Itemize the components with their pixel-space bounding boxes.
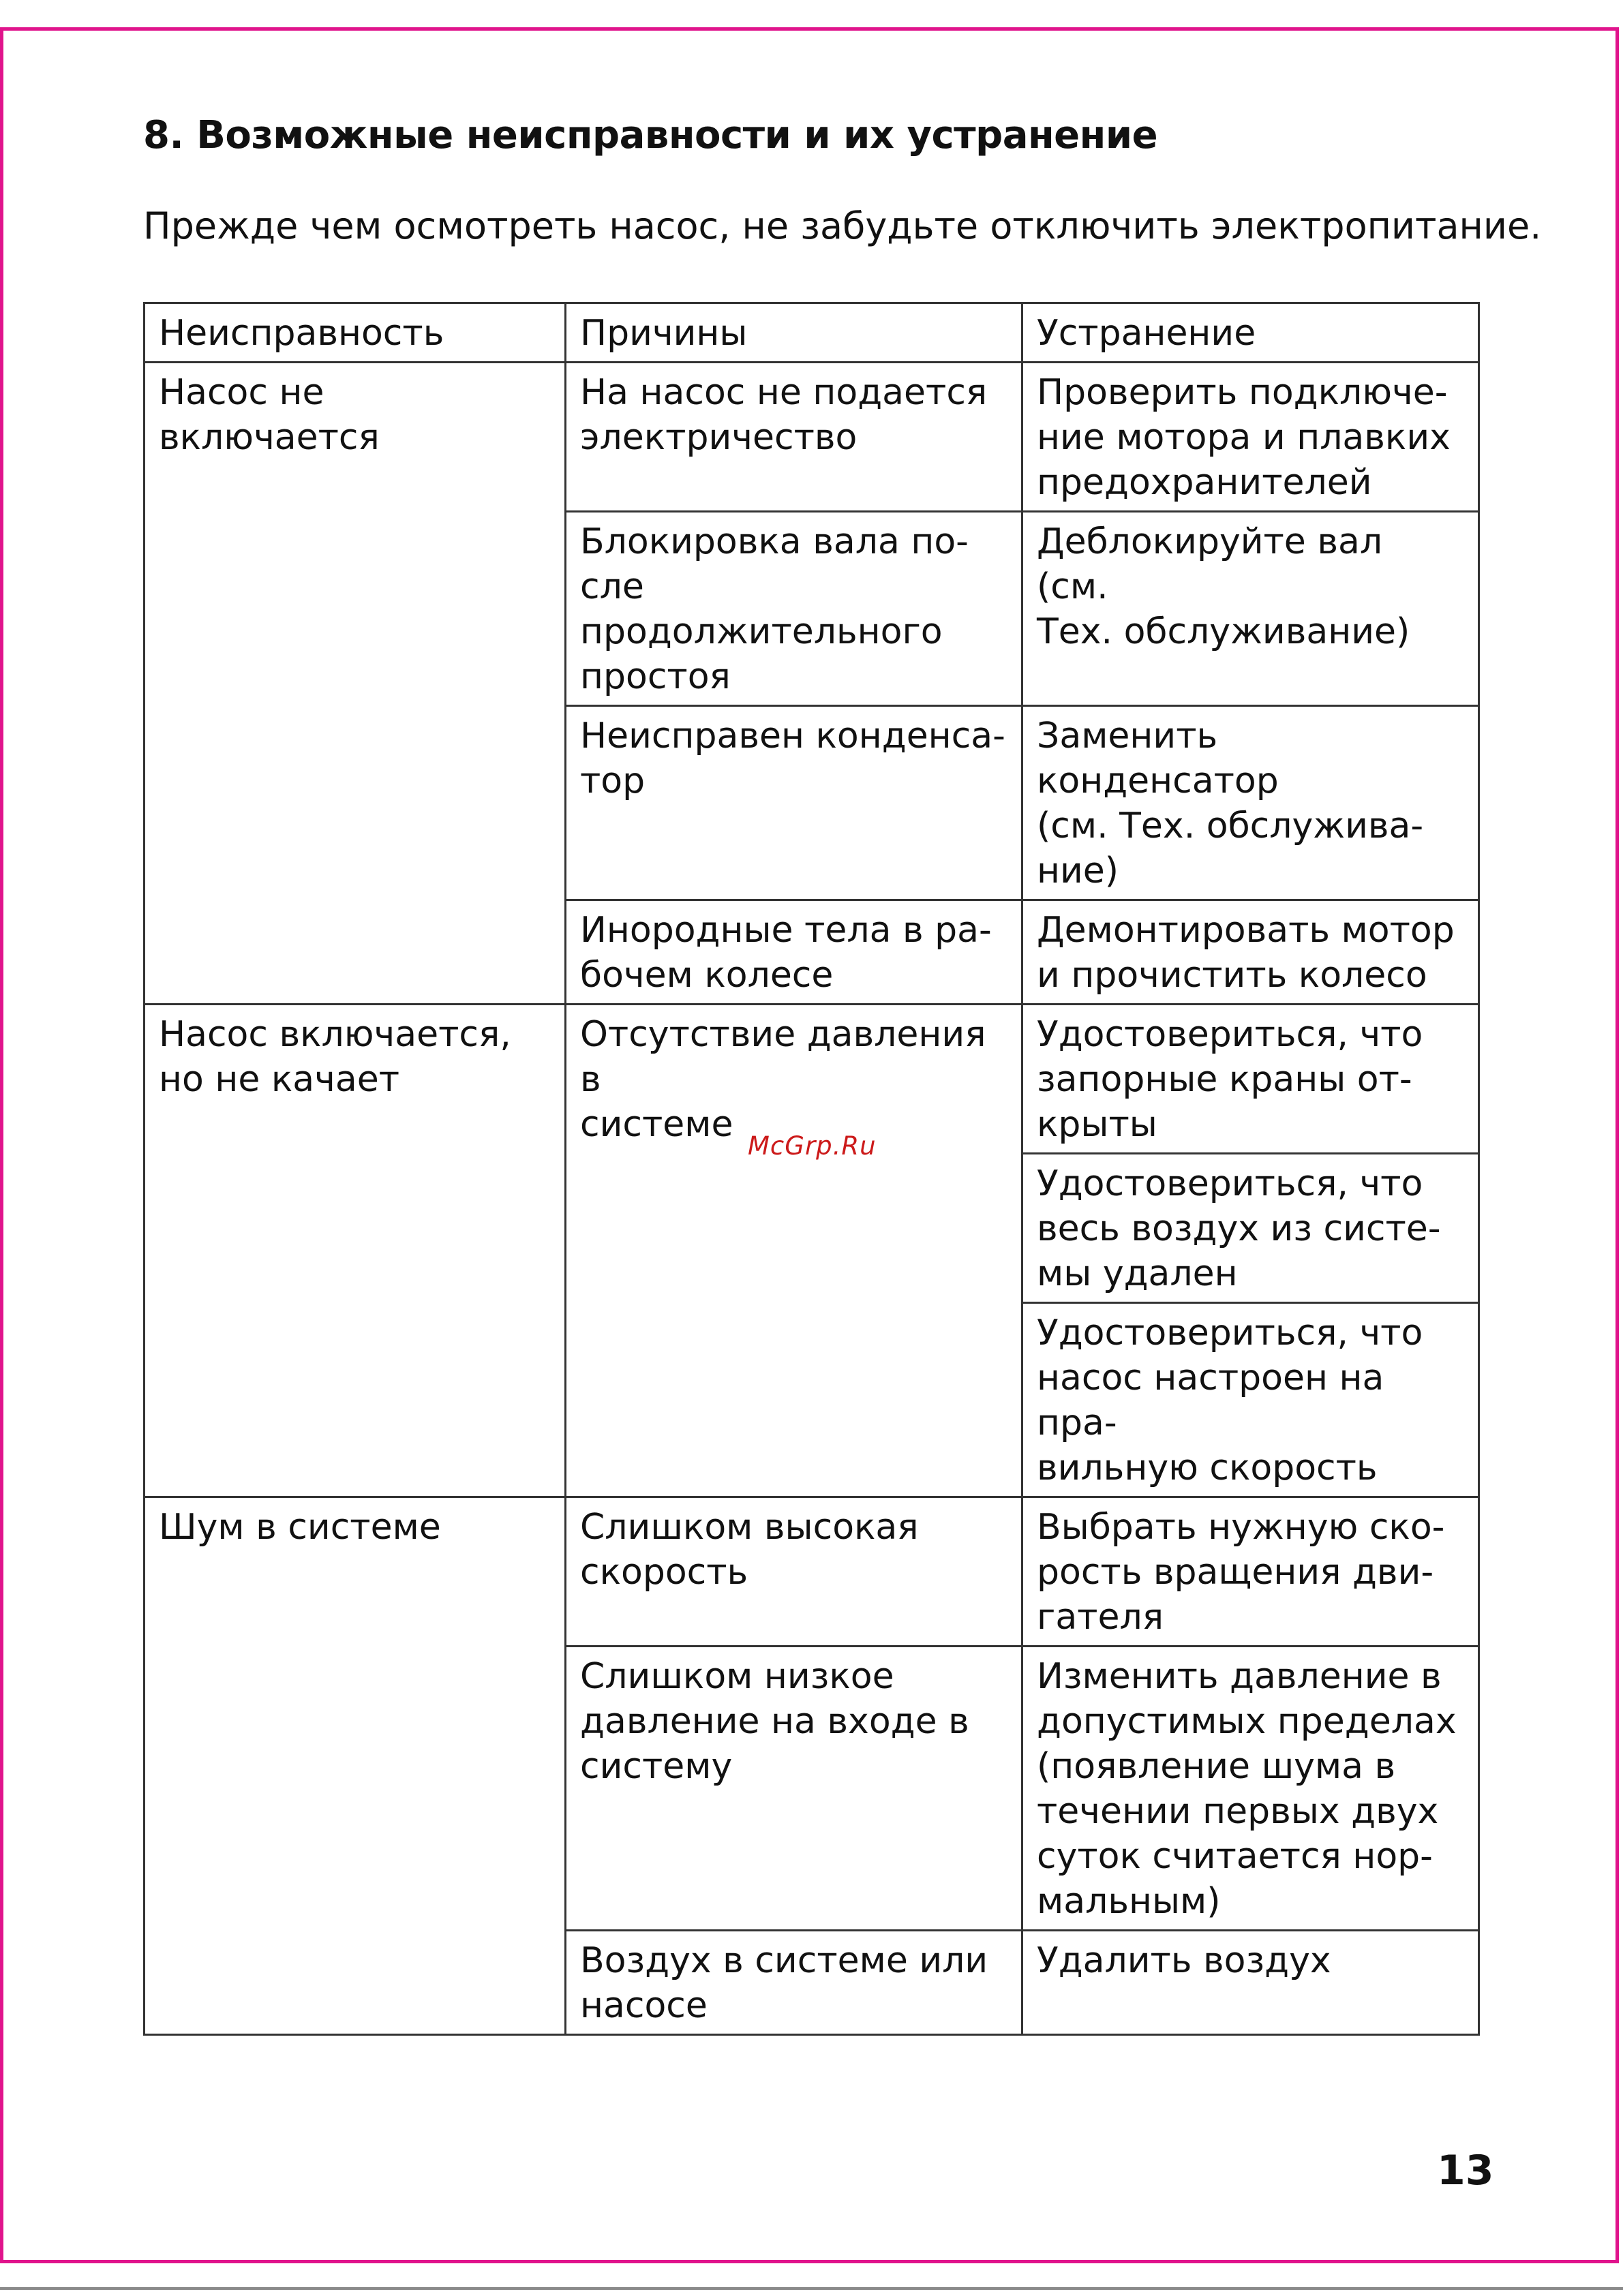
fault-cell: Шум в системе [145, 1497, 566, 2035]
page-number: 13 [1437, 2147, 1494, 2194]
remedy-cell: Заменить конденсатор (см. Тех. обслужива- ние) [1022, 706, 1479, 900]
cause-cell: Слишком высокая скорость [566, 1497, 1022, 1647]
remedy-cell: Удалить воздух [1022, 1931, 1479, 2035]
remedy-cell: Демонтировать мотор и прочистить колесо [1022, 900, 1479, 1005]
remedy-cell: Деблокируйте вал (см. Тех. обслуживание) [1022, 512, 1479, 706]
table-row [145, 1497, 1479, 1647]
cause-cell: Воздух в системе или насосе [566, 1931, 1022, 2035]
remedy-cell: Выбрать нужную ско- рость вращения дви- гателя [1022, 1497, 1479, 1647]
header-remedy: Устранение [1022, 303, 1479, 363]
header-cause: Причины [566, 303, 1022, 363]
cause-cell: Блокировка вала по- сле продолжительного простоя [566, 512, 1022, 706]
remedy-cell: Изменить давление в допустимых пределах (появление шума в течении первых двух суток считается нор- мальным) [1022, 1647, 1479, 1931]
bottom-rule [0, 2287, 1623, 2290]
remedy-cell: Проверить подключе- ние мотора и плавких предохранителей [1022, 363, 1479, 512]
remedy-cell: Удостовериться, что насос настроен на пра- вильную скорость [1022, 1303, 1479, 1497]
cause-cell: Слишком низкое давление на входе в систему [566, 1647, 1022, 1931]
cause-cell: Инородные тела в ра- бочем колесе [566, 900, 1022, 1005]
section-title: 8. Возможные неисправности и их устранение [143, 113, 1158, 157]
remedy-cell: Удостовериться, что весь воздух из систе- мы удален [1022, 1154, 1479, 1303]
remedy-cell: Удостовериться, что запорные краны от- крыты [1022, 1005, 1479, 1154]
header-fault: Неисправность [145, 303, 566, 363]
cause-cell: Отсутствие давления в системе [566, 1005, 1022, 1497]
cause-cell: Неисправен конденса- тор [566, 706, 1022, 900]
intro-text: Прежде чем осмотреть насос, не забудьте отключить электропитание. [143, 204, 1542, 247]
cause-cell: На насос не подается электричество [566, 363, 1022, 512]
table-row [145, 363, 1479, 512]
watermark: McGrp.Ru [748, 1131, 877, 1161]
table-header-row [145, 303, 1479, 363]
fault-cell: Насос не включается [145, 363, 566, 1005]
fault-cell: Насос включается, но не качает [145, 1005, 566, 1497]
troubleshooting-table [143, 302, 1480, 2036]
